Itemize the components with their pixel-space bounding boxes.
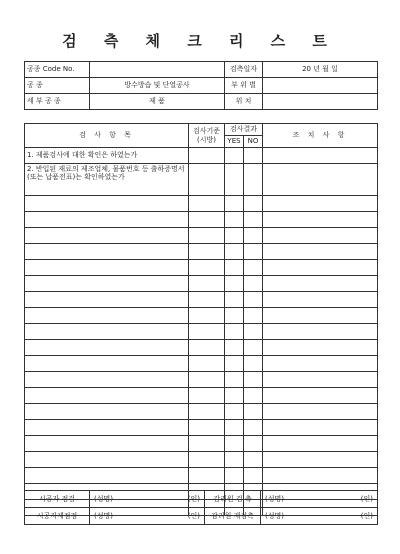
item-cell[interactable] (25, 452, 189, 468)
yes-checkbox-cell[interactable] (225, 164, 244, 196)
name-label: (성명) (94, 494, 113, 503)
header-row-work (25, 78, 378, 94)
header-row-subwork (25, 94, 378, 110)
signature-row-2 (25, 508, 378, 525)
location-label: 위 치 (225, 94, 263, 110)
no-checkbox-cell[interactable] (244, 244, 263, 260)
checklist-row-blank (25, 260, 378, 276)
item-cell[interactable] (25, 404, 189, 420)
action-cell[interactable] (263, 196, 378, 212)
signature-table (24, 490, 378, 525)
action-cell[interactable] (263, 164, 378, 196)
supervisor-reinspection-signature[interactable] (261, 508, 378, 525)
yes-checkbox-cell[interactable] (225, 324, 244, 340)
standard-cell[interactable] (189, 260, 225, 276)
yes-checkbox-cell[interactable] (225, 404, 244, 420)
code-label: 공종 Code No. (25, 62, 90, 78)
location-field[interactable] (263, 94, 378, 110)
col-result-header: 검사결과 (225, 124, 263, 136)
standard-cell[interactable] (189, 340, 225, 356)
item-cell[interactable] (25, 468, 189, 484)
header-table (24, 61, 378, 110)
supervisor-reinspection-label: 감리원 재검측 (205, 508, 261, 525)
no-checkbox-cell[interactable] (244, 468, 263, 484)
item-cell[interactable] (25, 356, 189, 372)
no-checkbox-cell[interactable] (244, 260, 263, 276)
item-cell[interactable] (25, 420, 189, 436)
item-cell[interactable] (25, 212, 189, 228)
standard-cell[interactable] (189, 388, 225, 404)
standard-cell[interactable] (189, 196, 225, 212)
checklist-row-blank (25, 324, 378, 340)
action-cell[interactable] (263, 260, 378, 276)
item-cell[interactable] (25, 260, 189, 276)
no-checkbox-cell[interactable] (244, 324, 263, 340)
standard-cell[interactable] (189, 148, 225, 164)
no-checkbox-cell[interactable] (244, 404, 263, 420)
standard-cell[interactable] (189, 372, 225, 388)
action-cell[interactable] (263, 404, 378, 420)
action-cell[interactable] (263, 420, 378, 436)
seal-label: (인) (360, 511, 373, 520)
checklist-row-blank (25, 452, 378, 468)
standard-cell[interactable] (189, 164, 225, 196)
checklist-row-blank (25, 228, 378, 244)
contractor-check-signature[interactable] (90, 491, 205, 508)
no-checkbox-cell[interactable] (244, 356, 263, 372)
standard-cell[interactable] (189, 324, 225, 340)
contractor-check-label: 시공자 점검 (25, 491, 90, 508)
no-checkbox-cell[interactable] (244, 420, 263, 436)
standard-cell[interactable] (189, 244, 225, 260)
date-label: 검측일자 (225, 62, 263, 78)
no-checkbox-cell[interactable] (244, 292, 263, 308)
checklist-row-blank (25, 420, 378, 436)
supervisor-inspection-signature[interactable] (261, 491, 378, 508)
checklist-row-blank (25, 404, 378, 420)
checklist-row-blank (25, 340, 378, 356)
action-cell[interactable] (263, 276, 378, 292)
document-title: 검 측 체 크 리 스 트 (62, 32, 338, 50)
no-checkbox-cell[interactable] (244, 196, 263, 212)
action-cell[interactable] (263, 244, 378, 260)
yes-checkbox-cell[interactable] (225, 388, 244, 404)
standard-cell[interactable] (189, 436, 225, 452)
yes-checkbox-cell[interactable] (225, 148, 244, 164)
action-cell[interactable] (263, 292, 378, 308)
yes-checkbox-cell[interactable] (225, 196, 244, 212)
yes-checkbox-cell[interactable] (225, 372, 244, 388)
yes-checkbox-cell[interactable] (225, 452, 244, 468)
checklist-row-blank (25, 388, 378, 404)
no-checkbox-cell[interactable] (244, 452, 263, 468)
checklist-item-text: 1. 제품검사에 대한 확인은 하였는가 (25, 148, 189, 164)
work-field[interactable]: 방수방습 및 단열공사 (90, 78, 225, 94)
name-label: (성명) (265, 511, 284, 520)
seal-label: (인) (187, 511, 200, 520)
yes-checkbox-cell[interactable] (225, 228, 244, 244)
item-cell[interactable] (25, 388, 189, 404)
name-label: (성명) (94, 511, 113, 520)
col-action-header: 조 치 사 항 (263, 124, 378, 148)
action-cell[interactable] (263, 340, 378, 356)
item-cell[interactable] (25, 436, 189, 452)
no-checkbox-cell[interactable] (244, 212, 263, 228)
no-checkbox-cell[interactable] (244, 164, 263, 196)
checklist-row-blank (25, 196, 378, 212)
action-cell[interactable] (263, 452, 378, 468)
action-cell[interactable] (263, 372, 378, 388)
yes-checkbox-cell[interactable] (225, 260, 244, 276)
standard-cell[interactable] (189, 276, 225, 292)
no-checkbox-cell[interactable] (244, 148, 263, 164)
yes-checkbox-cell[interactable] (225, 420, 244, 436)
action-cell[interactable] (263, 468, 378, 484)
action-cell[interactable] (263, 356, 378, 372)
checklist-row-blank (25, 468, 378, 484)
checklist-table (24, 123, 378, 516)
no-checkbox-cell[interactable] (244, 372, 263, 388)
yes-checkbox-cell[interactable] (225, 292, 244, 308)
standard-cell[interactable] (189, 228, 225, 244)
action-cell[interactable] (263, 228, 378, 244)
standard-cell[interactable] (189, 356, 225, 372)
yes-checkbox-cell[interactable] (225, 244, 244, 260)
contractor-recheck-signature[interactable] (90, 508, 205, 525)
no-checkbox-cell[interactable] (244, 436, 263, 452)
item-cell[interactable] (25, 308, 189, 324)
col-no-header: NO (244, 136, 263, 148)
standard-cell[interactable] (189, 308, 225, 324)
item-cell[interactable] (25, 372, 189, 388)
work-label: 공 종 (25, 78, 90, 94)
col-standard-header: 검사기준 (시방) (189, 124, 225, 148)
date-field[interactable]: 20 년 월 일 (263, 62, 378, 78)
action-cell[interactable] (263, 388, 378, 404)
col-yes-header: YES (225, 136, 244, 148)
col-item-header: 검 사 항 목 (25, 124, 189, 148)
item-cell[interactable] (25, 340, 189, 356)
standard-cell[interactable] (189, 404, 225, 420)
standard-cell[interactable] (189, 468, 225, 484)
subwork-label: 세 부 공 종 (25, 94, 90, 110)
code-field[interactable] (90, 62, 225, 78)
standard-cell[interactable] (189, 452, 225, 468)
checklist-row (25, 148, 378, 164)
no-checkbox-cell[interactable] (244, 340, 263, 356)
checklist-row-blank (25, 372, 378, 388)
checklist-row-blank (25, 212, 378, 228)
item-cell[interactable] (25, 324, 189, 340)
checklist-row-blank (25, 308, 378, 324)
yes-checkbox-cell[interactable] (225, 308, 244, 324)
name-label: (성명) (265, 494, 284, 503)
action-cell[interactable] (263, 436, 378, 452)
part-label: 부 위 별 (225, 78, 263, 94)
standard-cell[interactable] (189, 292, 225, 308)
item-cell[interactable] (25, 228, 189, 244)
action-cell[interactable] (263, 148, 378, 164)
action-cell[interactable] (263, 324, 378, 340)
checklist-row-blank (25, 436, 378, 452)
supervisor-inspection-label: 감리원 검 측 (205, 491, 261, 508)
action-cell[interactable] (263, 308, 378, 324)
checklist-row (25, 164, 378, 196)
yes-checkbox-cell[interactable] (225, 340, 244, 356)
checklist-item-text: 2. 반입된 재료의 제조업체, 물품번호 등 출하증명서(또는 납품전표)는 확인하였는가 (25, 164, 189, 196)
item-cell[interactable] (25, 276, 189, 292)
part-field[interactable] (263, 78, 378, 94)
yes-checkbox-cell[interactable] (225, 276, 244, 292)
no-checkbox-cell[interactable] (244, 228, 263, 244)
yes-checkbox-cell[interactable] (225, 436, 244, 452)
item-cell[interactable] (25, 292, 189, 308)
contractor-recheck-label: 시공자재점검 (25, 508, 90, 525)
standard-cell[interactable] (189, 420, 225, 436)
subwork-field[interactable]: 제 품 (90, 94, 225, 110)
signature-row-1 (25, 491, 378, 508)
yes-checkbox-cell[interactable] (225, 212, 244, 228)
standard-cell[interactable] (189, 212, 225, 228)
seal-label: (인) (187, 494, 200, 503)
checklist-row-blank (25, 356, 378, 372)
checklist-row-blank (25, 276, 378, 292)
seal-label: (인) (360, 494, 373, 503)
no-checkbox-cell[interactable] (244, 308, 263, 324)
no-checkbox-cell[interactable] (244, 276, 263, 292)
checklist-row-blank (25, 244, 378, 260)
checklist-row-blank (25, 292, 378, 308)
yes-checkbox-cell[interactable] (225, 356, 244, 372)
item-cell[interactable] (25, 196, 189, 212)
header-row-code (25, 62, 378, 78)
action-cell[interactable] (263, 212, 378, 228)
no-checkbox-cell[interactable] (244, 388, 263, 404)
item-cell[interactable] (25, 244, 189, 260)
yes-checkbox-cell[interactable] (225, 468, 244, 484)
